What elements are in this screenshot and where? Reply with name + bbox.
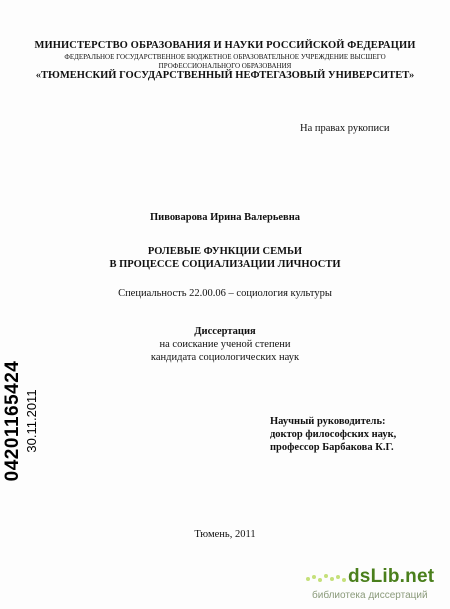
specialty-line: Специальность 22.00.06 – социология культуры	[118, 288, 332, 299]
watermark-logo[interactable]	[300, 566, 448, 606]
dissertation-title-line1: РОЛЕВЫЕ ФУНКЦИИ СЕМЬИ	[147, 246, 303, 257]
dissertation-heading: Диссертация	[194, 326, 256, 337]
ministry-heading: МИНИСТЕРСТВО ОБРАЗОВАНИЯ И НАУКИ РОССИЙСКОЙ ФЕДЕРАЦИИ	[34, 40, 416, 51]
supervisor-degree: доктор философских наук,	[270, 429, 397, 440]
stamp-date: 30.11.2011	[24, 389, 39, 453]
logo-dots-icon	[306, 573, 346, 585]
author-name: Пивоварова Ирина Валерьевна	[150, 212, 300, 223]
supervisor-name: профессор Барбакова К.Г.	[270, 442, 394, 453]
manuscript-note: На правах рукописи	[300, 123, 390, 134]
stamp-number: 04201165424	[2, 360, 23, 482]
supervisor-label: Научный руководитель:	[270, 416, 386, 427]
institution-type-line1: ФЕДЕРАЛЬНОЕ ГОСУДАРСТВЕННОЕ БЮДЖЕТНОЕ ОБРАЗОВАТЕЛЬНОЕ УЧРЕЖДЕНИЕ ВЫСШЕГО	[64, 53, 386, 61]
university-name: «ТЮМЕНСКИЙ ГОСУДАРСТВЕННЫЙ НЕФТЕГАЗОВЫЙ УНИВЕРСИТЕТ»	[35, 70, 415, 81]
degree-line2: кандидата социологических наук	[150, 352, 300, 363]
institution-type-line2: ПРОФЕССИОНАЛЬНОГО ОБРАЗОВАНИЯ	[158, 62, 292, 70]
watermark-subtitle: библиотека диссертаций	[312, 590, 428, 601]
place-year: Тюмень, 2011	[194, 529, 256, 540]
degree-line1: на соискание ученой степени	[159, 339, 291, 350]
watermark-site: dsLib.net	[348, 566, 435, 587]
dissertation-title-line2: В ПРОЦЕССЕ СОЦИАЛИЗАЦИИ ЛИЧНОСТИ	[109, 259, 341, 270]
library-stamp	[2, 331, 46, 511]
